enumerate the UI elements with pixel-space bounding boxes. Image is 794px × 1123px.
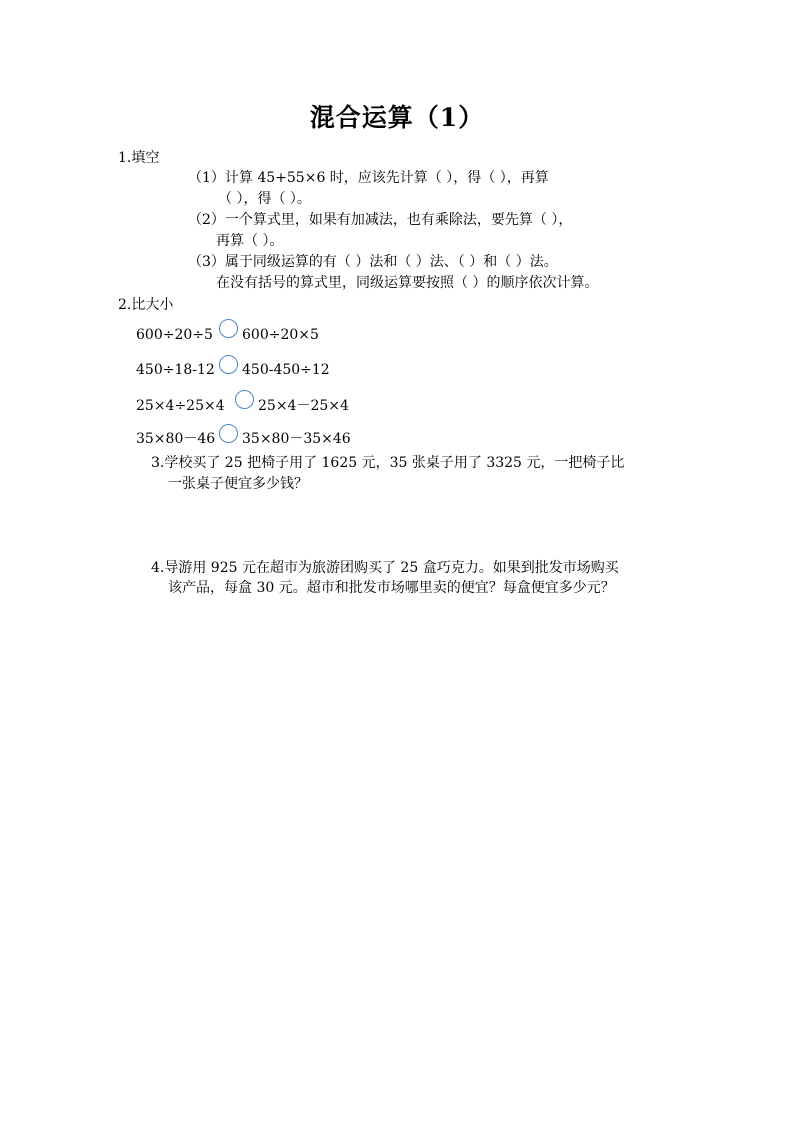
compare-row-3-left: 25×4÷25×4 xyxy=(136,398,225,414)
compare-row-3-right: 25×4－25×4 xyxy=(258,398,349,414)
compare-circle-4[interactable] xyxy=(219,424,238,443)
q1-heading: 1.填空 xyxy=(118,150,160,166)
q1-item-2-line-2: 再算（ ）。 xyxy=(216,233,284,249)
q2-heading: 2.比大小 xyxy=(118,297,174,313)
compare-row-1-left: 600÷20÷5 xyxy=(136,327,213,343)
compare-row-4-right: 35×80－35×46 xyxy=(242,431,351,447)
page-title: 混合运算（1） xyxy=(309,103,485,132)
q1-item-3-line-1: （3）属于同级运算的有（ ）法和（ ）法、（ ）和（ ）法。 xyxy=(188,254,558,270)
compare-row-2-right: 450-450÷12 xyxy=(242,362,330,378)
q3-line-2: 一张桌子便宜多少钱？ xyxy=(168,476,308,492)
q1-item-1-line-2: （ ），得（ ）。 xyxy=(218,191,311,207)
compare-circle-1[interactable] xyxy=(219,319,238,338)
compare-circle-3[interactable] xyxy=(235,390,254,409)
compare-row-1-right: 600÷20×5 xyxy=(242,327,319,343)
q1-item-1-line-1: （1）计算 45+55×6 时，应该先计算（ ），得（ ），再算 xyxy=(188,170,549,186)
compare-circle-2[interactable] xyxy=(219,355,238,374)
q1-item-2-line-1: （2）一个算式里，如果有加减法，也有乘除法，要先算（ ）， xyxy=(188,212,573,228)
q4-line-2: 该产品，每盒 30 元。超市和批发市场哪里卖的便宜？每盒便宜多少元？ xyxy=(168,580,615,596)
q1-item-3-line-2: 在没有括号的算式里，同级运算要按照（ ）的顺序依次计算。 xyxy=(216,275,599,291)
q4-line-1: 4.导游用 925 元在超市为旅游团购买了 25 盒巧克力。如果到批发市场购买 xyxy=(151,560,619,576)
compare-row-2-left: 450÷18-12 xyxy=(136,362,215,378)
q3-line-1: 3.学校买了 25 把椅子用了 1625 元，35 张桌子用了 3325 元，一把椅子比 xyxy=(151,455,625,471)
compare-row-4-left: 35×80－46 xyxy=(136,431,216,447)
